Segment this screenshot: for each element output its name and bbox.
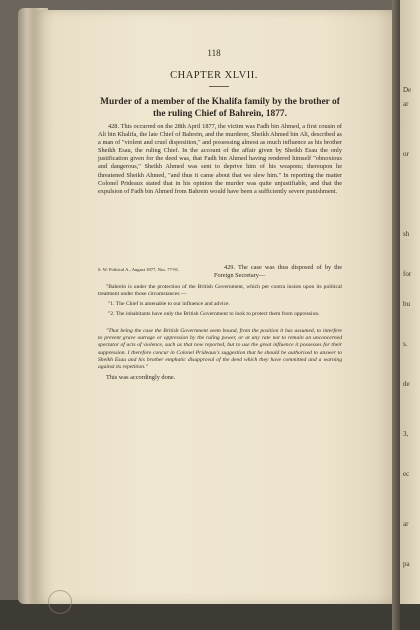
facing-fragment: 3, [403,430,409,438]
facing-fragment: sh [403,230,410,238]
facing-fragment: de [403,380,410,388]
heading-rule [209,86,229,87]
paragraph-428: 428. This occurred on the 28th April 1877, the victim was Fadh bin Ahmed, a first cousin of Ali bin Khalifa, the late Chief of Bahrein, and the murderer, Sheikh Ahmed bin Ali, described as a man of "violent and cruel disposition," and possessing almost as much influence as his brother Sheikh Esau, the ruling Chief. In the account of the affair given by Sheikh Esau the only justification given for the deed was, that Fadh bin Ahmed having rendered himself "obnoxious and dangerous," Sheikh Ahmed was sent to deprive him of his weapons; thereupon he threatened Sheikh Ahmed, "and thus it came about that we slew him." In reporting the matter Colonel Prideaux stated that in his opinion the murder was quite unjustifiable, and that the expulsion of Fadh bin Ahmed from Bahrein would have been a sufficiently severe punishment. [98,123,342,195]
facing-page [400,0,420,604]
facing-fragment: or [403,150,409,158]
book-gutter [392,0,400,630]
facing-fragment: ar [403,520,409,528]
facing-fragment: bu [403,300,410,308]
page-number: 118 [207,48,221,58]
quote-point-1: "1. The Chief is amenable to our influence and advice. [108,301,230,307]
page-curl-mark [48,590,72,614]
quote-bahrein-protection: "Bahrein is under the protection of the British Government, which per contra insists upon its political treatment under those circumstances — [98,284,342,298]
quote-point-2: "2. The inhabitants have only the British Government to look to protect them from oppression. [108,311,320,317]
facing-fragment: ar [403,100,409,108]
facing-fragment: pa [403,560,410,568]
facing-fragment: De [403,86,412,94]
closing-paragraph: This was accordingly done. [106,374,176,381]
facing-fragment: for [403,270,412,278]
margin-reference: S. W. Political A., August 1877, Nos. 77-91. [98,267,180,272]
facing-fragment: ec [403,470,410,478]
facing-fragment: s. [403,340,408,348]
quote-british-government: "That being the case the British Government seem bound, from the position it has assumed, to interfere to prevent grave outrage or oppression by the ruling power, or at any rate not to remain an unconcerned spectator of acts of violence, such as that now reported, but to use the great influence it possesses for their suppression. I therefore concur in Colonel Prideaux's suggestion that he should be authorised to answer to Sheikh Esau and his brother emphatic disapproval of the deed which they have committed and a warning against its repetition." [98,328,342,371]
chapter-heading: CHAPTER XLVII. [170,70,258,81]
paragraph-429: 429. The case was thus disposed of by the Foreign Secretary— [214,264,342,280]
section-title: Murder of a member of the Khalifa family by the brother of the ruling Chief of Bahrein, 1877. [100,97,340,119]
book-page [34,10,394,604]
